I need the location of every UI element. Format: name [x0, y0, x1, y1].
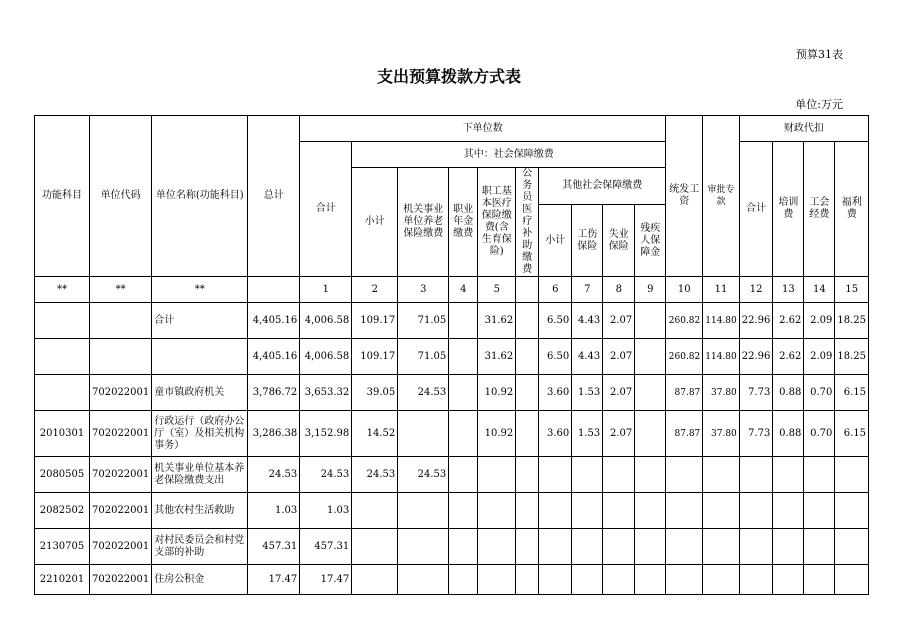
- table-cell: [572, 457, 603, 493]
- table-cell: 4.43: [572, 339, 603, 375]
- table-cell: [666, 529, 703, 565]
- table-cell: 2.07: [603, 411, 635, 457]
- table-cell: 87.87: [666, 375, 703, 411]
- table-cell: 3,786.72: [248, 375, 300, 411]
- index-cell: 11: [703, 277, 740, 303]
- table-cell: [603, 565, 635, 595]
- index-cell: 3: [398, 277, 449, 303]
- table-cell: 2010301: [35, 411, 90, 457]
- table-cell: [635, 565, 666, 595]
- table-cell: 87.87: [666, 411, 703, 457]
- table-cell: 457.31: [248, 529, 300, 565]
- table-cell: 3,152.98: [300, 411, 352, 457]
- index-cell: 14: [804, 277, 835, 303]
- table-cell: 17.47: [248, 565, 300, 595]
- table-cell: 31.62: [478, 339, 516, 375]
- table-cell: 4,405.16: [248, 303, 300, 339]
- table-cell: 2.09: [804, 303, 835, 339]
- header-fiscal-deduct: 财政代扣: [739, 116, 868, 142]
- table-cell: [635, 411, 666, 457]
- index-cell: 12: [739, 277, 773, 303]
- table-cell: [739, 529, 773, 565]
- table-cell: [539, 565, 572, 595]
- table-cell: 3,286.38: [248, 411, 300, 457]
- table-cell: [516, 303, 539, 339]
- table-cell: 31.62: [478, 303, 516, 339]
- table-cell: [449, 303, 478, 339]
- table-cell: 2.07: [603, 339, 635, 375]
- header-other-social: 其他社会保障缴费: [539, 168, 666, 205]
- index-cell: 7: [572, 277, 603, 303]
- header-injury: 工伤保险: [572, 205, 603, 277]
- table-cell: [635, 529, 666, 565]
- table-cell: [449, 457, 478, 493]
- table-cell: 合计: [152, 303, 248, 339]
- table-cell: [835, 457, 869, 493]
- table-cell: 24.53: [248, 457, 300, 493]
- header-total: 总计: [248, 116, 300, 277]
- table-cell: [516, 457, 539, 493]
- table-cell: 109.17: [352, 303, 398, 339]
- table-cell: 行政运行（政府办公厅（室）及相关机构事务）: [152, 411, 248, 457]
- table-cell: [539, 493, 572, 529]
- table-cell: [635, 457, 666, 493]
- table-cell: [398, 493, 449, 529]
- table-cell: 4,006.58: [300, 303, 352, 339]
- table-cell: 39.05: [352, 375, 398, 411]
- table-cell: [516, 375, 539, 411]
- table-cell: [516, 493, 539, 529]
- index-cell: 5: [478, 277, 516, 303]
- table-cell: [666, 565, 703, 595]
- table-cell: 2.07: [603, 375, 635, 411]
- table-cell: 2.09: [804, 339, 835, 375]
- unit-label: 单位:万元: [795, 98, 843, 111]
- table-cell: [516, 411, 539, 457]
- table-cell: 18.25: [835, 303, 869, 339]
- table-cell: [449, 529, 478, 565]
- table-cell: 2080505: [35, 457, 90, 493]
- table-cell: [478, 565, 516, 595]
- table-cell: 24.53: [300, 457, 352, 493]
- table-cell: 702022001: [90, 529, 152, 565]
- table-cell: [835, 565, 869, 595]
- table-cell: [398, 411, 449, 457]
- table-cell: [516, 565, 539, 595]
- header-training: 培训费: [773, 142, 804, 277]
- table-cell: [539, 529, 572, 565]
- table-cell: [739, 457, 773, 493]
- table-cell: [773, 457, 804, 493]
- table-row: [35, 457, 869, 493]
- table-cell: 1.53: [572, 411, 603, 457]
- table-cell: [516, 339, 539, 375]
- table-cell: [666, 493, 703, 529]
- table-cell: [635, 493, 666, 529]
- table-cell: [703, 493, 740, 529]
- table-cell: 17.47: [300, 565, 352, 595]
- table-cell: 457.31: [300, 529, 352, 565]
- table-cell: 260.82: [666, 303, 703, 339]
- index-cell: 15: [835, 277, 869, 303]
- table-cell: 3.60: [539, 375, 572, 411]
- table-cell: [352, 529, 398, 565]
- form-number: 预算31表: [796, 48, 843, 61]
- table-row: [35, 493, 869, 529]
- table-cell: 37.80: [703, 411, 740, 457]
- table-cell: 10.92: [478, 411, 516, 457]
- table-cell: 702022001: [90, 375, 152, 411]
- header-unit-name: 单位名称(功能科目): [152, 116, 248, 277]
- table-cell: 109.17: [352, 339, 398, 375]
- table-cell: 37.80: [703, 375, 740, 411]
- index-cell: [516, 277, 539, 303]
- table-cell: 0.70: [804, 411, 835, 457]
- table-cell: 22.96: [739, 303, 773, 339]
- table-cell: 4,405.16: [248, 339, 300, 375]
- table-cell: [449, 375, 478, 411]
- table-cell: [35, 303, 90, 339]
- table-cell: [352, 493, 398, 529]
- table-cell: [635, 303, 666, 339]
- table-cell: 2.62: [773, 303, 804, 339]
- table-cell: [739, 493, 773, 529]
- header-welfare: 福利费: [835, 142, 869, 277]
- table-cell: [352, 565, 398, 595]
- table-cell: 1.03: [300, 493, 352, 529]
- table-cell: [398, 565, 449, 595]
- header-func-subject: 功能科目: [35, 116, 90, 277]
- table-cell: 7.73: [739, 375, 773, 411]
- table-cell: 6.50: [539, 339, 572, 375]
- table-cell: 18.25: [835, 339, 869, 375]
- header-unit-code: 单位代码: [90, 116, 152, 277]
- table-cell: [773, 565, 804, 595]
- table-cell: [739, 565, 773, 595]
- table-cell: [703, 565, 740, 595]
- table-cell: [773, 529, 804, 565]
- header-other-subtotal: 小计: [539, 205, 572, 277]
- header-unified-salary: 统发工资: [666, 116, 703, 277]
- table-cell: [35, 375, 90, 411]
- header-subtotal-all: 合计: [300, 142, 352, 277]
- table-cell: [398, 529, 449, 565]
- table-cell: [449, 339, 478, 375]
- table-row: [35, 303, 869, 339]
- table-cell: [804, 529, 835, 565]
- table-cell: [603, 493, 635, 529]
- table-cell: 71.05: [398, 303, 449, 339]
- table-cell: [478, 529, 516, 565]
- table-cell: 260.82: [666, 339, 703, 375]
- table-cell: 0.88: [773, 411, 804, 457]
- page-title: 支出预算拨款方式表: [376, 67, 521, 86]
- table-cell: 6.15: [835, 375, 869, 411]
- table-cell: 其他农村生活救助: [152, 493, 248, 529]
- table-cell: 4.43: [572, 303, 603, 339]
- header-annuity: 职业年金缴费: [449, 168, 478, 277]
- index-cell: 10: [666, 277, 703, 303]
- table-cell: [804, 493, 835, 529]
- index-cell: [248, 277, 300, 303]
- table-cell: [35, 339, 90, 375]
- table-cell: [603, 529, 635, 565]
- table-cell: 702022001: [90, 457, 152, 493]
- index-cell: 8: [603, 277, 635, 303]
- index-cell: 13: [773, 277, 804, 303]
- header-union: 工会经费: [804, 142, 835, 277]
- table-cell: [572, 565, 603, 595]
- table-cell: 702022001: [90, 565, 152, 595]
- table-cell: 24.53: [352, 457, 398, 493]
- table-cell: 4,006.58: [300, 339, 352, 375]
- table-cell: [90, 339, 152, 375]
- table-cell: 2082502: [35, 493, 90, 529]
- table-cell: [572, 493, 603, 529]
- table-cell: 2.62: [773, 339, 804, 375]
- table-cell: 24.53: [398, 457, 449, 493]
- header-fiscal-total: 合计: [739, 142, 773, 277]
- table-cell: [804, 457, 835, 493]
- table-cell: 14.52: [352, 411, 398, 457]
- table-cell: [449, 493, 478, 529]
- table-cell: [572, 529, 603, 565]
- table-cell: 住房公积金: [152, 565, 248, 595]
- table-cell: 71.05: [398, 339, 449, 375]
- table-row: [35, 529, 869, 565]
- index-cell: **: [90, 277, 152, 303]
- table-cell: 0.70: [804, 375, 835, 411]
- table-cell: [539, 457, 572, 493]
- table-cell: [703, 457, 740, 493]
- table-cell: 6.50: [539, 303, 572, 339]
- header-unemployment: 失业保险: [603, 205, 635, 277]
- table-cell: 1.03: [248, 493, 300, 529]
- table-cell: [835, 493, 869, 529]
- header-disabled: 残疾人保障金: [635, 205, 666, 277]
- table-cell: 114.80: [703, 303, 740, 339]
- table-cell: [478, 457, 516, 493]
- table-cell: 24.53: [398, 375, 449, 411]
- header-of-which-social: 其中：社会保障缴费: [352, 142, 666, 168]
- table-cell: [90, 303, 152, 339]
- header-lower-units: 下单位数: [300, 116, 666, 142]
- index-cell: 2: [352, 277, 398, 303]
- table-cell: [773, 493, 804, 529]
- table-cell: 22.96: [739, 339, 773, 375]
- index-cell: 6: [539, 277, 572, 303]
- table-cell: [635, 339, 666, 375]
- table-cell: 3,653.32: [300, 375, 352, 411]
- table-cell: [666, 457, 703, 493]
- header-social-subtotal: 小计: [352, 168, 398, 277]
- table-cell: [835, 529, 869, 565]
- budget-table: [34, 115, 869, 595]
- header-approved-special: 审批专款: [703, 116, 740, 277]
- index-cell: 4: [449, 277, 478, 303]
- table-row: [35, 565, 869, 595]
- index-cell: 1: [300, 277, 352, 303]
- table-row: [35, 375, 869, 411]
- table-cell: [603, 457, 635, 493]
- table-cell: 童市镇政府机关: [152, 375, 248, 411]
- table-cell: [152, 339, 248, 375]
- index-cell: **: [35, 277, 90, 303]
- table-cell: 机关事业单位基本养老保险缴费支出: [152, 457, 248, 493]
- index-cell: 9: [635, 277, 666, 303]
- table-cell: 114.80: [703, 339, 740, 375]
- table-cell: 0.88: [773, 375, 804, 411]
- index-row: [35, 277, 869, 303]
- table-cell: [516, 529, 539, 565]
- table-cell: 3.60: [539, 411, 572, 457]
- table-row: [35, 339, 869, 375]
- table-cell: 6.15: [835, 411, 869, 457]
- table-cell: 2210201: [35, 565, 90, 595]
- table-cell: 2130705: [35, 529, 90, 565]
- header-civil-medical: 公务员医疗补助缴费: [516, 168, 539, 277]
- header-medical: 职工基本医疗保险缴费(含生育保险): [478, 168, 516, 277]
- header-pension: 机关事业单位养老保险缴费: [398, 168, 449, 277]
- table-cell: [804, 565, 835, 595]
- table-cell: [449, 565, 478, 595]
- table-cell: [635, 375, 666, 411]
- table-row: [35, 411, 869, 457]
- table-cell: [703, 529, 740, 565]
- table-cell: 702022001: [90, 493, 152, 529]
- table-cell: 7.73: [739, 411, 773, 457]
- table-cell: [478, 493, 516, 529]
- table-cell: [449, 411, 478, 457]
- table-cell: 2.07: [603, 303, 635, 339]
- table-cell: 10.92: [478, 375, 516, 411]
- table-cell: 1.53: [572, 375, 603, 411]
- table-cell: 702022001: [90, 411, 152, 457]
- table-cell: 对村民委员会和村党支部的补助: [152, 529, 248, 565]
- index-cell: **: [152, 277, 248, 303]
